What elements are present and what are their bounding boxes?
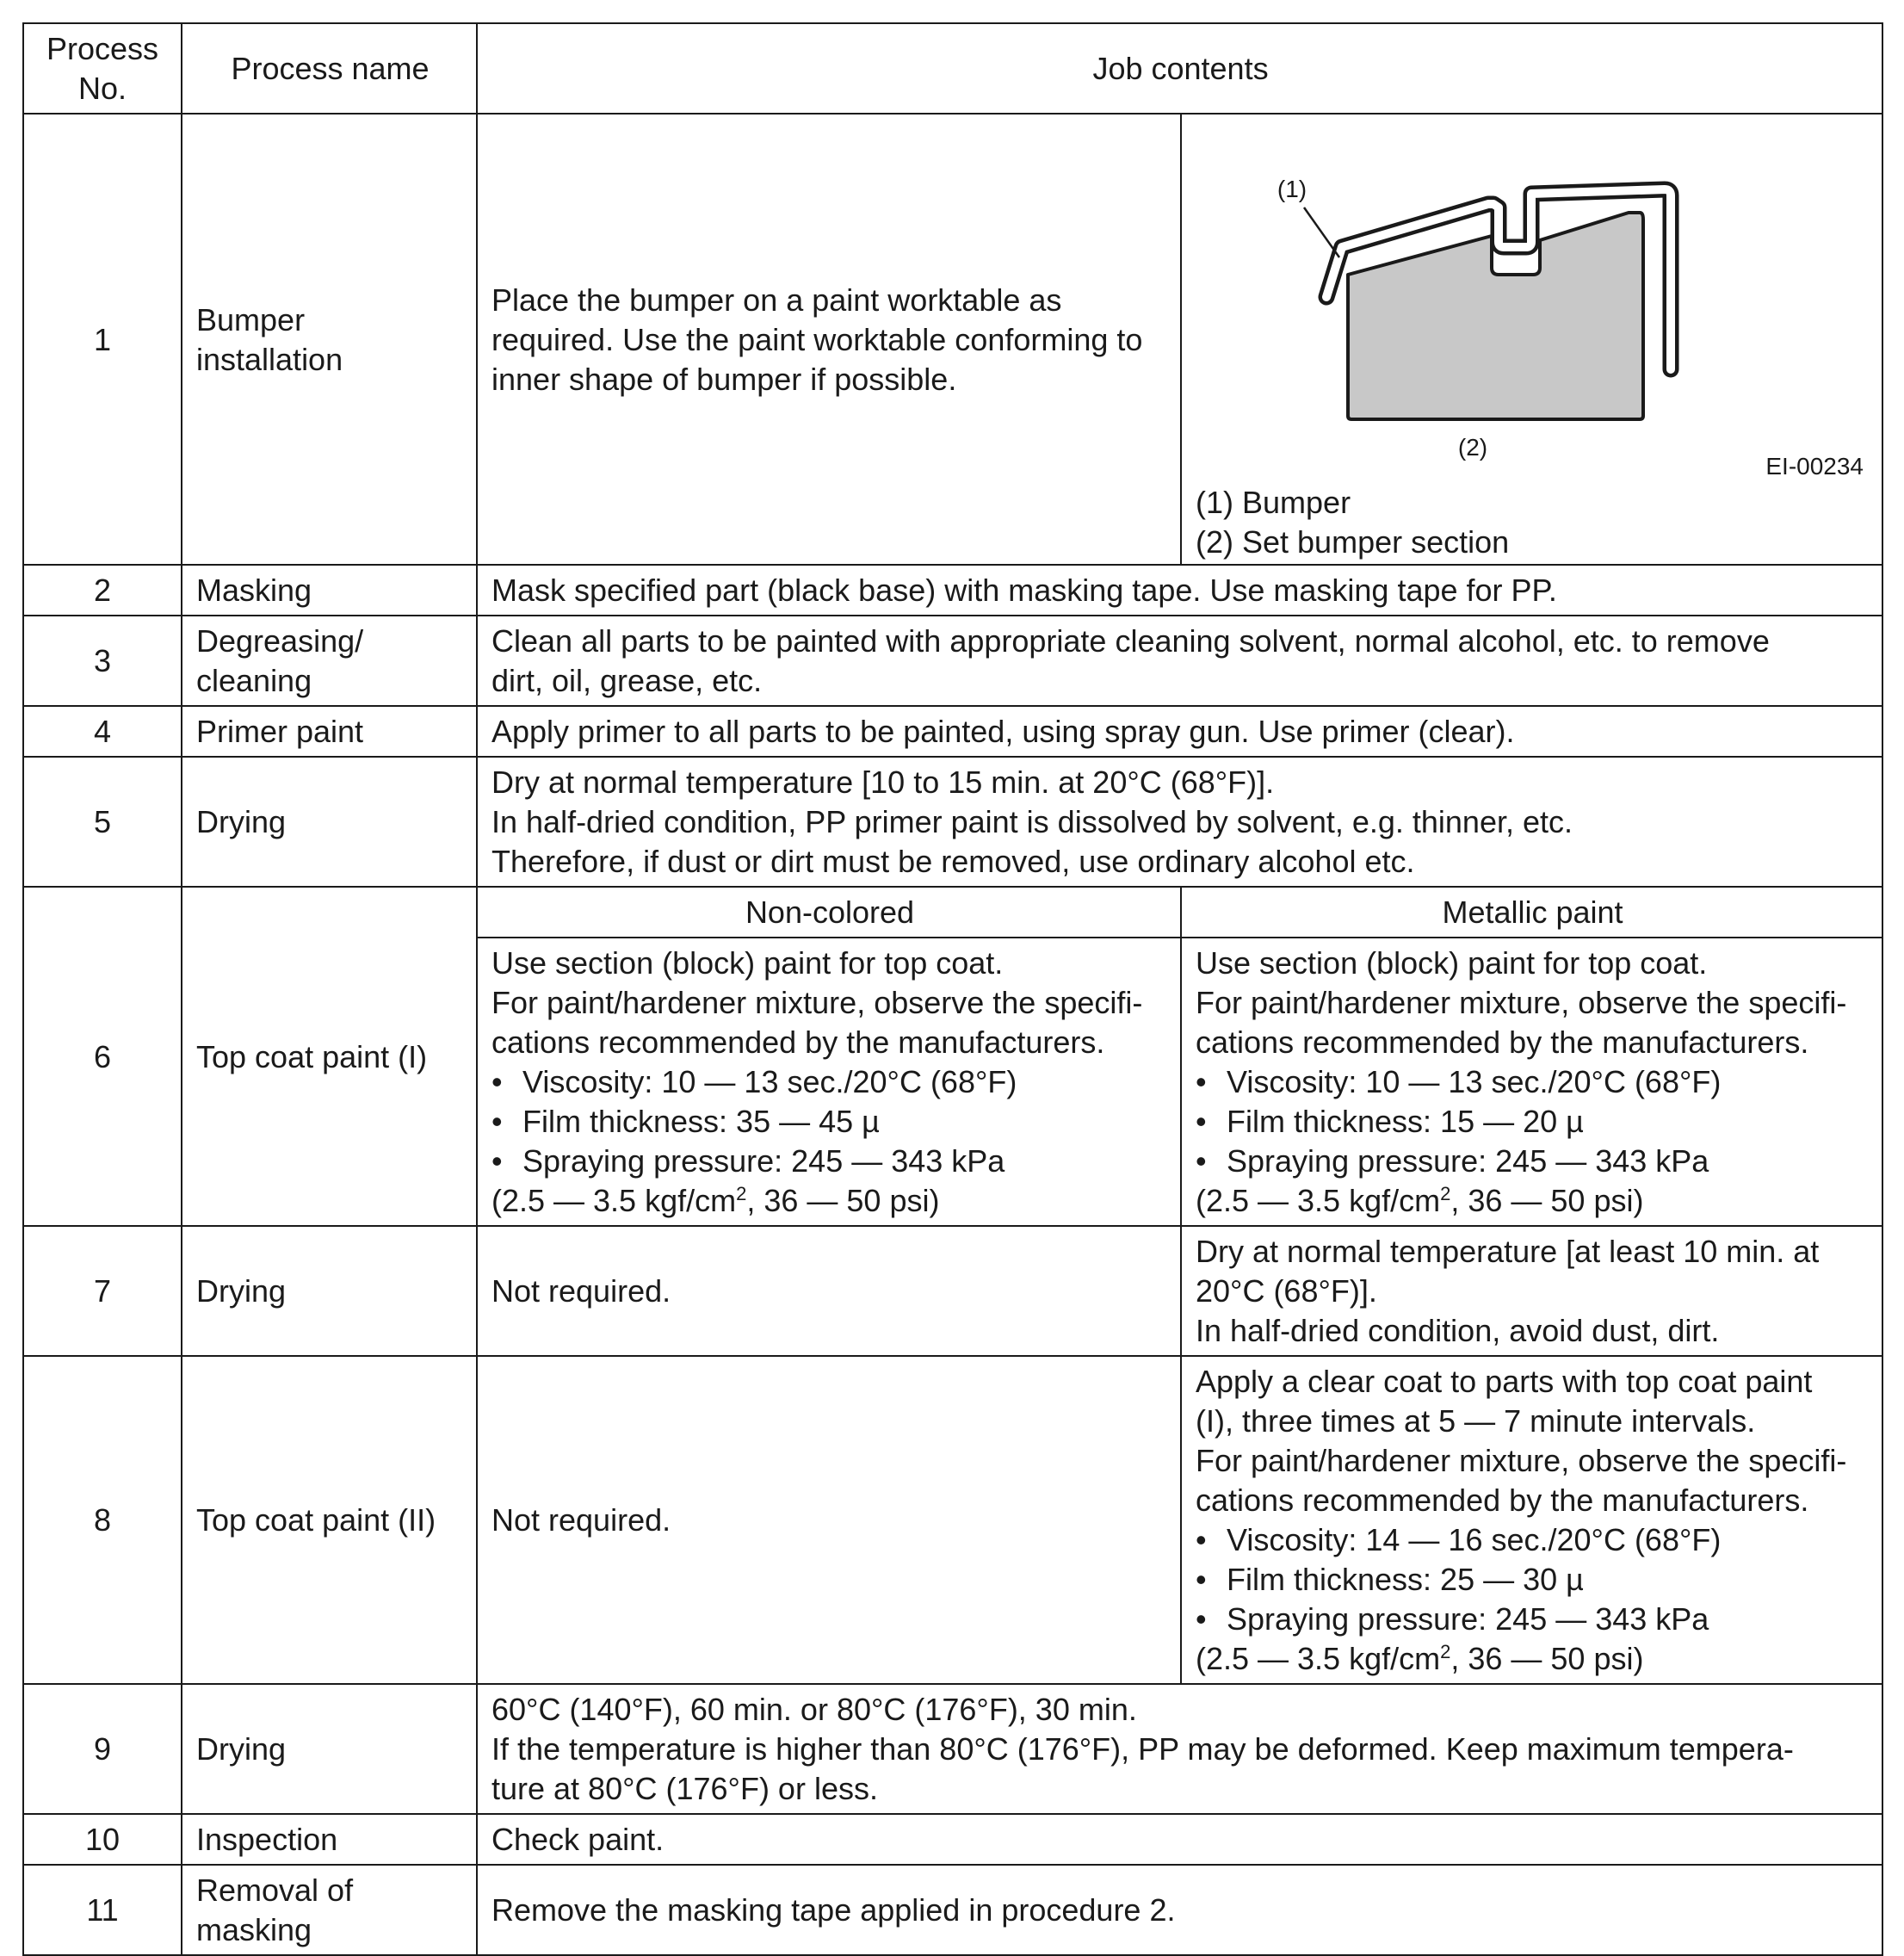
pressure-line — [1196, 1181, 1870, 1221]
process-no: 4 — [23, 706, 182, 757]
job-contents-non-colored: Not required. — [477, 1226, 1181, 1356]
header-process-no-line2: No. — [77, 71, 127, 106]
process-no: 3 — [23, 616, 182, 706]
process-no: 5 — [23, 757, 182, 887]
job-contents — [477, 1684, 1882, 1814]
job-line: Place the bumper on a paint worktable as — [491, 282, 1062, 318]
process-name — [182, 114, 477, 565]
bullet-item — [1196, 1102, 1870, 1142]
job-line: required. Use the paint worktable conforming to — [491, 321, 1143, 357]
subheader-non-colored: Non-colored — [477, 887, 1181, 938]
pressure-superscript: 2 — [736, 1183, 747, 1204]
legend-bumper: (1) Bumper — [1196, 485, 1351, 520]
job-line: For paint/hardener mixture, observe the specifi- — [1196, 985, 1847, 1020]
job-line: (I), three times at 5 — 7 minute intervals. — [1196, 1403, 1756, 1439]
bullet-dot: • — [491, 1104, 503, 1139]
callout-2-label: (2) — [1457, 434, 1488, 461]
job-contents: Check paint. — [477, 1814, 1882, 1865]
header-job-contents: Job contents — [477, 23, 1882, 114]
job-line: Therefore, if dust or dirt must be removed, use ordinary alcohol etc. — [491, 844, 1415, 879]
process-no: 9 — [23, 1684, 182, 1814]
process-no: 6 — [23, 887, 182, 1226]
job-contents-metallic — [1181, 1356, 1882, 1684]
table-row-5 — [23, 757, 1882, 887]
process-name: Top coat paint (I) — [182, 887, 477, 1226]
bullet-dot: • — [491, 1143, 503, 1179]
process-name — [182, 616, 477, 706]
process-name — [182, 1865, 477, 1955]
job-line: dirt, oil, grease, etc. — [491, 663, 763, 698]
table-row-10 — [23, 1814, 1882, 1865]
job-line: If the temperature is higher than 80°C (176°F), PP may be deformed. Keep maximum tempera- — [491, 1731, 1794, 1767]
job-contents: Apply primer to all parts to be painted, using spray gun. Use primer (clear). — [477, 706, 1882, 757]
bullet-dot: • — [491, 1064, 503, 1099]
header-process-no — [23, 23, 182, 114]
job-line: ture at 80°C (176°F) or less. — [491, 1771, 878, 1806]
job-line: Use section (block) paint for top coat. — [1196, 945, 1708, 981]
process-name: Top coat paint (II) — [182, 1356, 477, 1684]
job-contents: Mask specified part (black base) with masking tape. Use masking tape for PP. — [477, 565, 1882, 616]
bullet-dot: • — [1196, 1104, 1207, 1139]
bullet-item — [491, 1062, 1168, 1102]
bullet-item — [491, 1102, 1168, 1142]
bullet-text: Viscosity: 10 — 13 sec./20°C (68°F) — [1227, 1064, 1722, 1099]
job-line: Dry at normal temperature [at least 10 min. at — [1196, 1234, 1820, 1269]
job-line: Use section (block) paint for top coat. — [491, 945, 1004, 981]
figure-code: EI-00234 — [1765, 453, 1864, 480]
process-table — [22, 22, 1883, 1956]
table-row-2 — [23, 565, 1882, 616]
bullet-dot: • — [1196, 1143, 1207, 1179]
job-line: For paint/hardener mixture, observe the specifi- — [1196, 1443, 1847, 1478]
pressure-text: (2.5 — 3.5 kgf/cm — [491, 1183, 737, 1218]
bullet-text: Spraying pressure: 245 — 343 kPa — [1227, 1601, 1709, 1637]
table-row-9 — [23, 1684, 1882, 1814]
process-name: Masking — [182, 565, 477, 616]
process-name-line1: Removal of — [196, 1872, 354, 1908]
bullet-text: Viscosity: 10 — 13 sec./20°C (68°F) — [522, 1064, 1017, 1099]
process-no: 2 — [23, 565, 182, 616]
bullet-item — [1196, 1520, 1870, 1560]
bullet-dot: • — [1196, 1064, 1207, 1099]
job-line: 20°C (68°F)]. — [1196, 1273, 1377, 1309]
legend-set-bumper-section: (2) Set bumper section — [1196, 524, 1510, 560]
process-name-line1: Degreasing/ — [196, 623, 364, 659]
job-line: inner shape of bumper if possible. — [491, 361, 957, 397]
job-contents-non-colored: Not required. — [477, 1356, 1181, 1684]
bullet-item — [1196, 1142, 1870, 1181]
process-name: Drying — [182, 757, 477, 887]
bullet-item — [1196, 1600, 1870, 1639]
process-no: 10 — [23, 1814, 182, 1865]
job-line: In half-dried condition, avoid dust, dirt. — [1196, 1313, 1720, 1348]
process-no: 1 — [23, 114, 182, 565]
process-no: 7 — [23, 1226, 182, 1356]
process-name-line2: masking — [196, 1912, 312, 1947]
process-name-line1: Bumper — [196, 301, 306, 337]
process-no: 11 — [23, 1865, 182, 1955]
pressure-text: , 36 — 50 psi) — [746, 1183, 940, 1218]
table-row-3 — [23, 616, 1882, 706]
job-contents-non-colored — [477, 938, 1181, 1226]
job-line: Dry at normal temperature [10 to 15 min. at 20°C (68°F)]. — [491, 764, 1275, 800]
table-row-6 — [23, 887, 1882, 938]
header-process-no-line1: Process — [46, 31, 159, 66]
process-no: 8 — [23, 1356, 182, 1684]
bullet-text: Spraying pressure: 245 — 343 kPa — [1227, 1143, 1709, 1179]
process-name-line2: installation — [196, 341, 343, 377]
table-row-8 — [23, 1356, 1882, 1684]
job-contents-metallic — [1181, 1226, 1882, 1356]
pressure-line — [491, 1181, 1168, 1221]
pressure-text: , 36 — 50 psi) — [1450, 1641, 1644, 1676]
subheader-metallic-paint: Metallic paint — [1181, 887, 1882, 938]
pressure-line — [1196, 1639, 1870, 1679]
pressure-superscript: 2 — [1440, 1183, 1451, 1204]
callout-1-leader — [1304, 207, 1339, 257]
job-line: For paint/hardener mixture, observe the specifi- — [491, 985, 1143, 1020]
header-process-name: Process name — [182, 23, 477, 114]
bullet-item — [491, 1142, 1168, 1181]
bumper-figure-cell — [1181, 114, 1882, 565]
bullet-text: Film thickness: 15 — 20 µ — [1227, 1104, 1584, 1139]
bullet-text: Film thickness: 35 — 45 µ — [522, 1104, 880, 1139]
job-line: cations recommended by the manufacturers. — [1196, 1482, 1809, 1518]
bullet-item — [1196, 1560, 1870, 1600]
process-name: Primer paint — [182, 706, 477, 757]
bullet-text: Spraying pressure: 245 — 343 kPa — [522, 1143, 1005, 1179]
job-contents-metallic — [1181, 938, 1882, 1226]
pressure-text: (2.5 — 3.5 kgf/cm — [1196, 1641, 1441, 1676]
table-row-7 — [23, 1226, 1882, 1356]
job-line: In half-dried condition, PP primer paint is dissolved by solvent, e.g. thinner, etc. — [491, 804, 1573, 839]
table-row-11 — [23, 1865, 1882, 1955]
job-line: 60°C (140°F), 60 min. or 80°C (176°F), 30 min. — [491, 1692, 1137, 1727]
bullet-item — [1196, 1062, 1870, 1102]
process-name: Drying — [182, 1226, 477, 1356]
job-contents: Remove the masking tape applied in procedure 2. — [477, 1865, 1882, 1955]
process-name-line2: cleaning — [196, 663, 312, 698]
bullet-dot: • — [1196, 1601, 1207, 1637]
bullet-dot: • — [1196, 1562, 1207, 1597]
table-row-1 — [23, 114, 1882, 565]
job-contents — [477, 616, 1882, 706]
job-contents — [477, 757, 1882, 887]
bullet-dot: • — [1196, 1522, 1207, 1557]
job-line: cations recommended by the manufacturers. — [1196, 1024, 1809, 1060]
job-line: Clean all parts to be painted with appropriate cleaning solvent, normal alcohol, etc. to remove — [491, 623, 1770, 659]
bullet-text: Viscosity: 14 — 16 sec./20°C (68°F) — [1227, 1522, 1722, 1557]
process-name: Drying — [182, 1684, 477, 1814]
pressure-text: (2.5 — 3.5 kgf/cm — [1196, 1183, 1441, 1218]
pressure-text: , 36 — 50 psi) — [1450, 1183, 1644, 1218]
job-line: cations recommended by the manufacturers. — [491, 1024, 1105, 1060]
job-contents — [477, 114, 1181, 565]
process-name: Inspection — [182, 1814, 477, 1865]
pressure-superscript: 2 — [1440, 1641, 1451, 1662]
callout-1-label: (1) — [1277, 176, 1307, 202]
table-row-4 — [23, 706, 1882, 757]
figure-legend — [1196, 483, 1509, 562]
bullet-text: Film thickness: 25 — 30 µ — [1227, 1562, 1584, 1597]
header-row — [23, 23, 1882, 114]
job-line: Apply a clear coat to parts with top coat paint — [1196, 1364, 1813, 1399]
